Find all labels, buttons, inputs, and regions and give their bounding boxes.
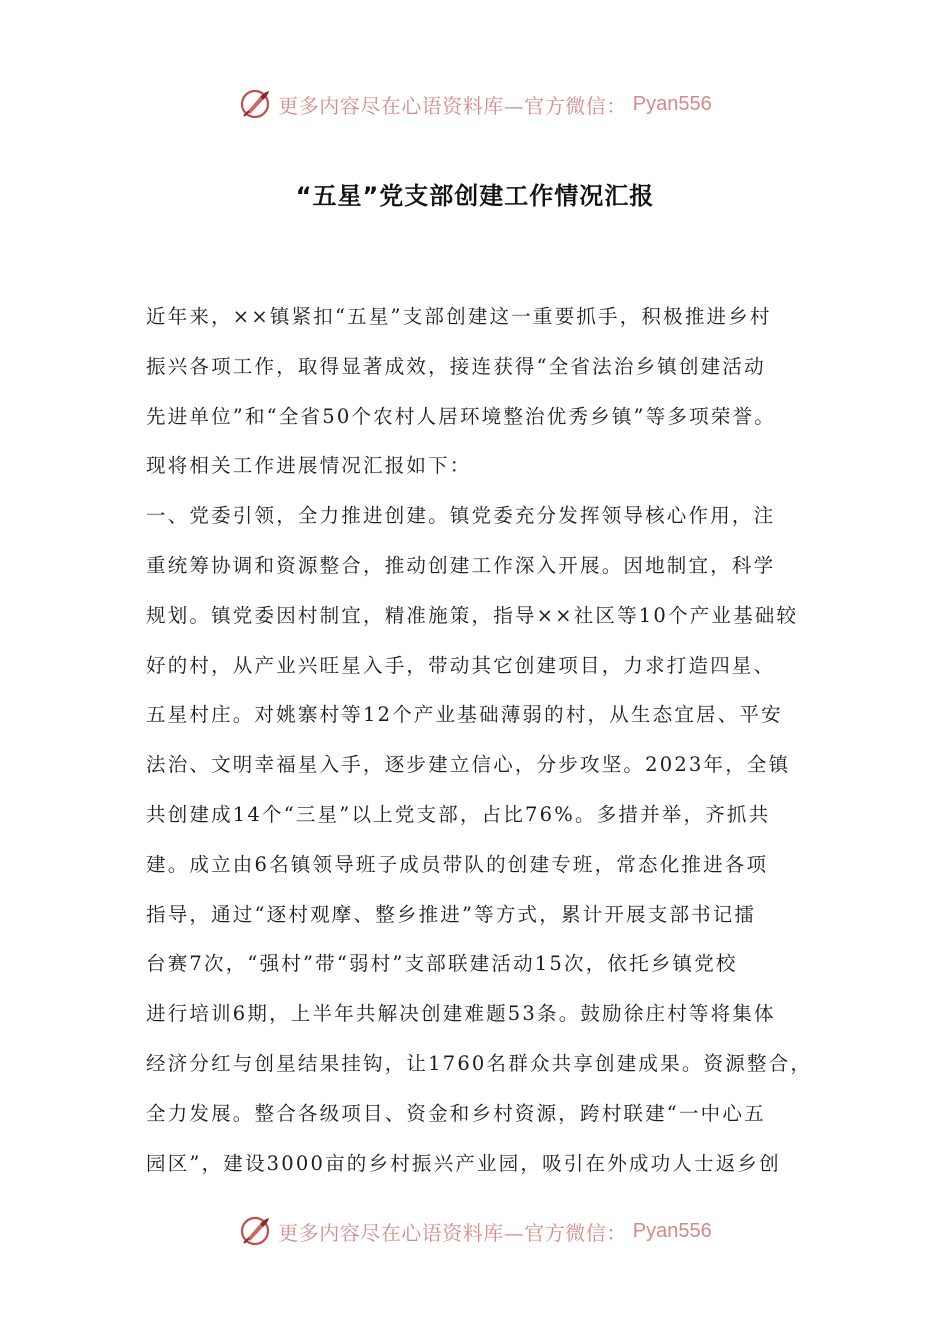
body-line: 好的村，从产业兴旺星入手，带动其它创建项目，力求打造四星、 [146,653,776,677]
header-watermark [0,84,950,124]
body-line: 指导，通过“逐村观摩、整乡推进”等方式，累计开展支部书记擂 [146,902,757,926]
body-line: 法治、文明幸福星入手，逐步建立信心，分步攻坚。2023年，全镇 [146,753,791,777]
body-line: 重统筹协调和资源整合，推动创建工作深入开展。因地制宜，科学 [146,553,776,577]
watermark-wechat-id: Pyan556 [632,1219,712,1242]
body-line: 全力发展。整合各级项目、资金和乡村资源，跨村联建“一中心五 [146,1101,766,1125]
body-line: 五星村庄。对姚寨村等12个产业基础薄弱的村，从生态宜居、平安 [146,703,783,727]
document-body [146,292,826,1188]
quill-logo-icon [238,87,272,121]
body-line: 共创建成14个“三星”以上党支部，占比76%。多措并举，齐抓共 [146,802,771,826]
body-line: 规划。镇党委因村制宜，精准施策，指导××社区等10个产业基础较 [146,603,799,627]
watermark-text: 更多内容尽在心语资料库—官方微信： [278,1220,627,1245]
body-line: 台赛7次，“强村”带“弱村”支部联建活动15次，依托乡镇党校 [146,952,738,976]
quill-logo-icon [238,1214,272,1248]
watermark-text: 更多内容尽在心语资料库—官方微信： [278,93,627,118]
body-line: 一、党委引领，全力推进创建。镇党委充分发挥领导核心作用，注 [146,504,776,528]
body-line: 振兴各项工作，取得显著成效，接连获得“全省法治乡镇创建活动 [146,354,766,378]
body-line: 园区”，建设3000亩的乡村振兴产业园，吸引在外成功人士返乡创 [146,1151,781,1175]
document-title: “五星”党支部创建工作情况汇报 [295,182,655,210]
body-line: 先进单位”和“全省50个农村人居环境整治优秀乡镇”等多项荣誉。 [146,404,776,428]
body-line: 进行培训6期，上半年共解决创建难题53条。鼓励徐庄村等将集体 [146,1002,776,1026]
body-line: 建。成立由6名镇领导班子成员带队的创建专班，常态化推进各项 [146,852,769,876]
body-line: 经济分红与创星结果挂钩，让1760名群众共享创建成果。资源整合， [146,1051,813,1075]
body-line: 现将相关工作进展情况汇报如下： [146,454,472,478]
footer-watermark [0,1211,950,1251]
body-line: 近年来，××镇紧扣“五星”支部创建这一重要抓手，积极推进乡村 [146,305,772,328]
watermark-wechat-id: Pyan556 [632,92,712,115]
